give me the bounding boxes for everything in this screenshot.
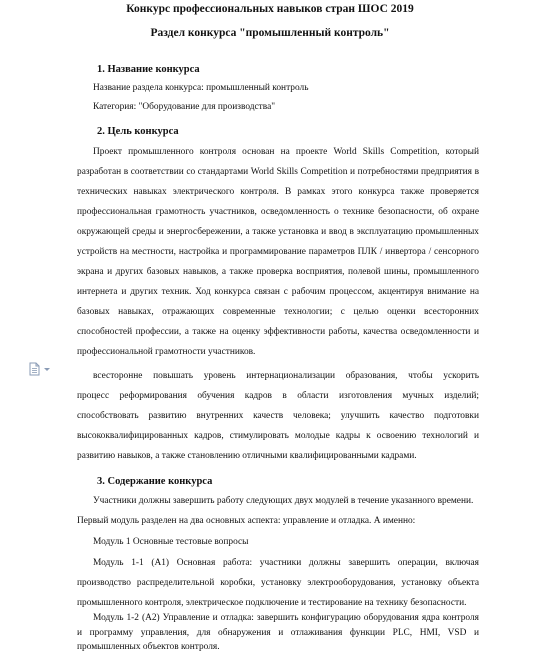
- paragraph-line: устройств на местности, настройка и программирование параметров ПЛК / инвертора / сенсорного: [77, 247, 479, 257]
- module-1-title: Модуль 1 Основные тестовые вопросы: [93, 537, 249, 547]
- paragraph-line: промышленных объектов контроля.: [77, 642, 220, 652]
- paragraph-line: технических навыках электрического контроля. В рамках этого конкурса также проверяется: [77, 187, 479, 197]
- section-3-heading: 3. Содержание конкурса: [97, 476, 213, 487]
- paragraph-line: экрана и других базовых навыков, а также проверка восприятия, полевой шины, промышленного: [77, 267, 479, 277]
- paragraph-line: профессиональной грамотности участников.: [77, 347, 256, 357]
- paragraph-line: Модуль 1-2 (A2) Управление и отладка: завершить конфигурацию оборудования ядра контроля: [93, 613, 479, 623]
- paragraph-line: способностей профессии, а также на оценку эффективности работы, качества осведомленности и: [77, 327, 479, 337]
- paragraph-line: Участники должны завершить работу следующих двух модулей в течение указанного времени.: [93, 496, 474, 506]
- paragraph-line: интернета и других техник. Ход конкурса связан с рабочим процессом, акцентируя внимание на: [77, 287, 479, 297]
- paragraph-line: процесс реформирования обучения кадров в области изготовления мучных изделий;: [77, 391, 479, 401]
- paragraph-line: и программу управления, для обнаружения и отлаживания функции PLC, HMI, VSD и: [77, 628, 479, 638]
- paragraph-line: всесторонне повышать уровень интернационализации образования, чтобы ускорить: [93, 371, 479, 381]
- paragraph-line: способствовать развитию внутренних качеств человека; улучшить качество подготовки: [77, 411, 479, 421]
- paragraph-line: Модуль 1-1 (A1) Основная работа: участники должны завершить операции, включая: [93, 558, 479, 568]
- document-icon[interactable]: [28, 362, 62, 376]
- paragraph-line: разработан в соответствии со стандартами World Skills Competition и потребностями предприятия в: [77, 167, 479, 177]
- paragraph-line: окружающей среды и энергосбережении, а также установка и ввод в эксплуатацию промышленных: [77, 227, 479, 237]
- document-subtitle: Раздел конкурса "промышленный контроль": [150, 27, 390, 39]
- paragraph-line: базовых навыках, отражающих современные технологии; с целью оценки всесторонних: [77, 307, 479, 317]
- section-1-heading: 1. Название конкурса: [97, 64, 200, 75]
- paragraph-line: профессиональная грамотность участников, осведомленность о технике безопасности, об охране: [77, 207, 479, 217]
- paragraph-line: Проект промышленного контроля основан на проекте World Skills Competition, который: [93, 147, 479, 157]
- section-1-line: Категория: "Оборудование для производства": [93, 102, 276, 112]
- document-title: Конкурс профессиональных навыков стран ШОС 2019: [126, 3, 414, 15]
- paragraph-line: Первый модуль разделен на два основных аспекта: управление и отладка. А именно:: [77, 516, 416, 526]
- paragraph-line: развитию навыков, а также становлению отличными квалифицированными кадрами.: [77, 451, 417, 461]
- paragraph-line: высококвалифицированных кадров, стимулировать молодые кадры к освоению технологий и: [77, 431, 479, 441]
- section-1-line: Название раздела конкурса: промышленный контроль: [93, 83, 309, 93]
- section-2-heading: 2. Цель конкурса: [97, 126, 179, 137]
- paragraph-line: промышленного контроля, электрическое подключение и тестирование на технику безопасности.: [77, 598, 467, 608]
- paragraph-line: производство распределительной коробки, установку электрооборудования, установку объекта: [77, 578, 479, 588]
